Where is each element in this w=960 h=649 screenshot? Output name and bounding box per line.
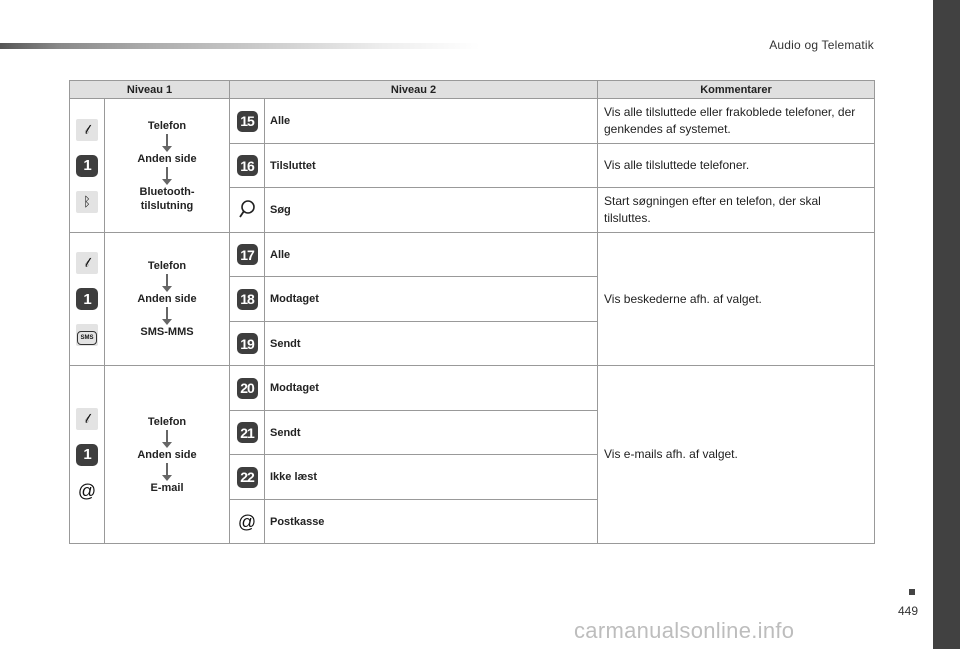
number-badge: 19: [237, 333, 258, 354]
row-label: Sendt: [265, 411, 598, 455]
header-niveau2: Niveau 2: [230, 81, 598, 99]
at-icon: @: [77, 480, 97, 501]
sms-icon: SMS: [76, 324, 98, 346]
search-icon: [238, 199, 256, 219]
arrow-down-icon: [166, 274, 168, 286]
row-comment: Start søgningen efter en telefon, der skal tilsluttes.: [598, 188, 875, 233]
row-label: Modtaget: [265, 366, 598, 411]
level1-badge: 1: [76, 155, 98, 177]
row-label: Sendt: [265, 322, 598, 366]
row-label: Alle: [265, 233, 598, 277]
table-header-row: [70, 81, 875, 99]
row-label: Ikke læst: [265, 455, 598, 500]
table-row: [70, 366, 875, 411]
level1-menu: [105, 99, 230, 233]
menu-item-email: E-mail: [150, 481, 184, 494]
header-rule: [0, 43, 480, 49]
row-icon-cell: [230, 188, 265, 233]
level1-badge: 1: [76, 288, 98, 310]
number-badge: 20: [237, 378, 258, 399]
arrow-down-icon: [166, 167, 168, 179]
row-badge-cell: [230, 322, 265, 366]
arrow-down-icon: [166, 430, 168, 442]
number-badge: 22: [237, 467, 258, 488]
menu-item-anden-side: Anden side: [137, 448, 197, 461]
watermark: carmanualsonline.info: [574, 618, 795, 643]
bluetooth-icon: ᛒ: [76, 191, 98, 213]
table-row: [70, 99, 875, 144]
header-niveau1: Niveau 1: [70, 81, 230, 99]
row-icon-cell: [230, 500, 265, 544]
level1-icons: [70, 99, 105, 233]
row-badge-cell: [230, 366, 265, 411]
menu-item-telefon: Telefon: [147, 415, 187, 428]
arrow-down-icon: [166, 463, 168, 475]
header-kommentarer: Kommentarer: [598, 81, 875, 99]
row-badge-cell: [230, 99, 265, 144]
row-badge-cell: [230, 411, 265, 455]
row-label: Søg: [265, 188, 598, 233]
arrow-down-icon: [166, 307, 168, 319]
level1-menu: [105, 366, 230, 544]
level1-icons: [70, 366, 105, 544]
row-comment: Vis e-mails afh. af valget.: [598, 366, 875, 544]
level1-menu: [105, 233, 230, 366]
row-badge-cell: [230, 455, 265, 500]
level1-badge: 1: [76, 444, 98, 466]
menu-item-telefon: Telefon: [147, 260, 187, 272]
page-number: 449: [898, 604, 919, 618]
row-label: Alle: [265, 99, 598, 144]
number-badge: 15: [237, 111, 258, 132]
row-badge-cell: [230, 233, 265, 277]
row-badge-cell: [230, 277, 265, 322]
menu-item-anden-side: Anden side: [137, 152, 197, 165]
phone-icon: 𝓁: [76, 408, 98, 430]
row-comment: Vis alle tilsluttede eller frakoblede telefoner, der genkendes af systemet.: [598, 99, 875, 144]
row-label: Postkasse: [265, 500, 598, 544]
row-comment: Vis beskederne afh. af valget.: [598, 233, 875, 366]
number-badge: 21: [237, 422, 258, 443]
arrow-down-icon: [166, 134, 168, 146]
menu-item-telefon: Telefon: [147, 119, 187, 132]
row-comment: Vis alle tilsluttede telefoner.: [598, 144, 875, 188]
number-badge: 18: [237, 289, 258, 310]
row-badge-cell: [230, 144, 265, 188]
section-title: Audio og Telematik: [769, 38, 874, 52]
number-badge: 17: [237, 244, 258, 265]
page-marker: [909, 589, 915, 595]
menu-item-bluetooth: Bluetooth- tilslutning: [139, 185, 195, 212]
row-label: Tilsluttet: [265, 144, 598, 188]
row-label: Modtaget: [265, 277, 598, 322]
level1-icons: [70, 233, 105, 366]
phone-icon: 𝓁: [76, 119, 98, 141]
number-badge: 16: [237, 155, 258, 176]
table-row: [70, 233, 875, 277]
menu-item-sms-mms: SMS-MMS: [140, 326, 194, 338]
menu-table: [69, 80, 875, 544]
page-sidebar: [933, 0, 960, 649]
menu-item-anden-side: Anden side: [137, 293, 197, 305]
phone-icon: 𝓁: [76, 252, 98, 274]
at-icon: @: [237, 511, 257, 532]
